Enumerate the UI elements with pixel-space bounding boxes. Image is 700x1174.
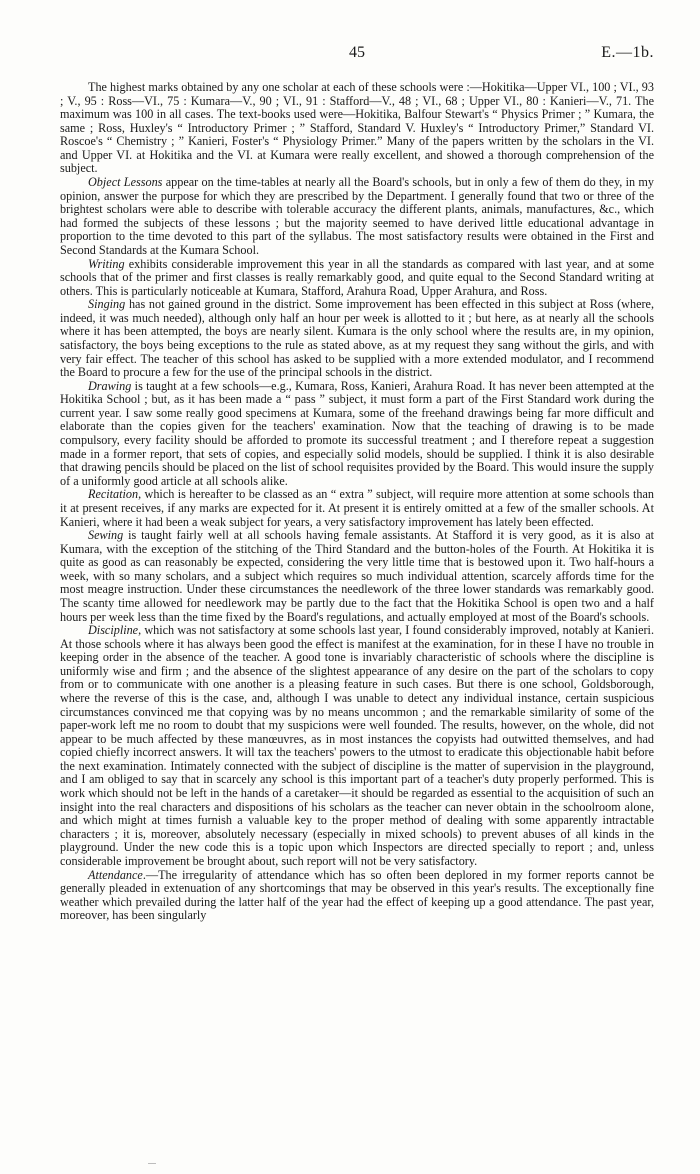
paragraph-sewing [60, 529, 654, 624]
paragraph-heading: Attendance [88, 867, 143, 882]
paragraph-heading: Discipline [88, 623, 139, 638]
paragraph-text: The highest marks obtained by any one scholar at each of these schools were :—Hokitika—Upper VI., 100 ; VI., 93 ; V., 95 : Ross—VI., 75 : Kumara—V., 90 ; VI., 91 : Stafford—V., 48 ; VI., 68 ; Upper VI., 80 : Kanieri—V., 71. The maximum was 100 in all cases. The text-books used were—Hokitika, Balfour Stewart's “ Physics Primer ; ” Kumara, the same ; Ross, Huxley's “ Introductory Primer ; ” Stafford, Standard V. Huxley's “ Introductory Primer,” Standard VI. Roscoe's “ Chemistry ; ” Kanieri, Foster's “ Physiology Primer.” Many of the papers written by the scholars in the VI. and Upper VI. at Hokitika and the VI. at Kumara were really excellent, and showed a thorough comprehension of the subject. [60, 80, 654, 176]
paragraph-text: exhibits considerable improvement this year in all the standards as compared with last year, and at some schools that of the primer and first classes is really remarkably good, and quite equal to the Second Standard writing at others. This is particularly noticeable at Kumara, Stafford, Arahura Road, Upper Arahura, and Ross. [60, 256, 654, 298]
report-reference: E.—1b. [601, 44, 654, 61]
page-header [60, 44, 654, 66]
paragraph-text: , which was not satisfactory at some schools last year, I found considerably improved, notably at Kanieri. At those schools where it has always been good the effect is manifest at the examination, for in these I have no trouble in keeping order in the absence of the teacher. A good tone is invariably characteristic of schools where the discipline is uniformly wise and firm ; and the absence of the slightest appearance of any desire on the part of the scholars to copy from or to communicate with one another is a pleasing feature in such cases. But there is one school, Goldsborough, where the reverse of this is the case, and, although I was unable to detect any individual instance, certain suspicious circumstances convinced me that copying was by no means uncommon ; and the remarkable similarity of some of the paper-work left me no room to doubt that my suspicions were well founded. The results, however, on the whole, did not appear to be much affected by these manœuvres, as in most instances the copyists had outwitted themselves, and had copied chiefly incorrect answers. It will tax the teachers' powers to the utmost to eradicate this objectionable habit before the next examination. Intimately connected with the subject of discipline is the matter of supervision in the playground, and I am obliged to say that in scarcely any school is this important part of a teacher's duty properly performed. This is work which should not be left in the hands of a caretaker—it should be regarded as essential to the acquisition of such an insight into the real characters and dispositions of his scholars as the teacher can never obtain in the schoolroom alone, and which might at times furnish a valuable key to the proper method of dealing with some apparently intractable characters ; it is, moreover, absolutely necessary (especially in mixed schools) to prevent abuses of all kinds in the playground. Under the new code this is a topic upon which Inspectors are directed specially to report ; and, unless considerable improvement be brought about, such report will not be very satisfactory. [60, 623, 654, 868]
paragraph-recitation [60, 488, 654, 529]
paragraph-heading: Writing [88, 256, 125, 271]
paragraph-text: , which is hereafter to be classed as an “ extra ” subject, will require more attention at some schools than it at present receives, if any marks are expected for it. At present it is entirely omitted at a few of the smaller schools. At Kanieri, where it had been a weak subject for years, a very satisfactory improvement has lately been effected. [60, 487, 654, 529]
paragraph-text: is taught at a few schools—e.g., Kumara, Ross, Kanieri, Arahura Road. It has never been attempted at the Hokitika School ; but, as it has been made a “ pass ” subject, it must form a part of the First Standard work during the current year. I saw some really good specimens at Kumara, some of the freehand drawings being far more difficult and elaborate than the copies given for the teachers' examination. Now that the teaching of drawing is to be made compulsory, every facility should be afforded to promote its successful treatment ; and I therefore repeat a suggestion made in a former report, that sets of copies, and especially solid models, should be supplied. I think it is also desirable that drawing pencils should be placed on the list of school requisites provided by the Board. This would insure the supply of a uniformly good article at all schools alike. [60, 378, 654, 488]
paragraph-text: appear on the time-tables at nearly all the Board's schools, but in only a few of them do they, in my opinion, answer the purpose for which they are prescribed by the Department. I generally found that two or three of the brightest scholars were able to describe with tolerable accuracy the different plants, animals, manufactures, &c., which had formed the subjects of these lessons ; but the majority seemed to have derived little educational advantage in proportion to the time devoted to this part of the syllabus. The most satisfactory results were obtained in the First and Second Standards at the Kumara School. [60, 175, 655, 257]
page-number: 45 [349, 44, 365, 61]
report-body [60, 81, 654, 923]
paragraph-attendance [60, 869, 654, 923]
paragraph-text: has not gained ground in the district. Some improvement has been effected in this subject at Ross (where, indeed, it was much needed), although only half an hour per week is allotted to it ; but here, as at nearly all the schools where it has been attempted, the boys are nearly silent. Kumara is the only school where the results are, in my opinion, satisfactory, the boys being exceptions to the rule as stated above, as at my request they sang without the girls, and with very fair effect. The teacher of this school has asked to be supplied with a more extended modulator, and I recommend the Board to procure a few for the use of the principal schools in the district. [60, 297, 654, 380]
paragraph-heading: Singing [88, 297, 126, 312]
page-footer-mark [148, 1163, 156, 1164]
paragraph-heading: Object Lessons [88, 175, 163, 190]
paragraph-discipline [60, 624, 654, 868]
paragraph-text: .—The irregularity of attendance which has so often been deplored in my former reports cannot be generally pleaded in extenuation of any shortcomings that may be observed in this year's results. The exceptionally fine weather which prevailed during the latter half of the year had the effect of keeping up a good attendance. The past year, moreover, has been singularly [60, 867, 654, 923]
paragraph-object-lessons [60, 176, 654, 257]
paragraph-heading: Recitation [88, 487, 139, 502]
paragraph-text: is taught fairly well at all schools having female assistants. At Stafford it is very good, as it is also at Kumara, with the exception of the stitching of the Third Standard and the button-holes of the Fourth. At Hokitika it is quite as good as can reasonably be expected, considering the very little time that is bestowed upon it. Two half-hours a week, with so many scholars, and a subject which requires so much individual attention, scarcely affords time for the most meagre instruction. Under these circumstances the needlework of the three lower standards was remarkably good. The scanty time allowed for needlework may be partly due to the fact that the Hokitika School is open two and a half hours per week less than the time fixed by the Board's regulations, and actually employed at most of the Board's schools. [60, 528, 654, 624]
paragraph-highest-marks [60, 81, 654, 176]
paragraph-writing [60, 258, 654, 299]
paragraph-heading: Sewing [88, 528, 124, 543]
paragraph-heading: Drawing [88, 378, 132, 393]
paragraph-singing [60, 298, 654, 379]
paragraph-drawing [60, 380, 654, 489]
